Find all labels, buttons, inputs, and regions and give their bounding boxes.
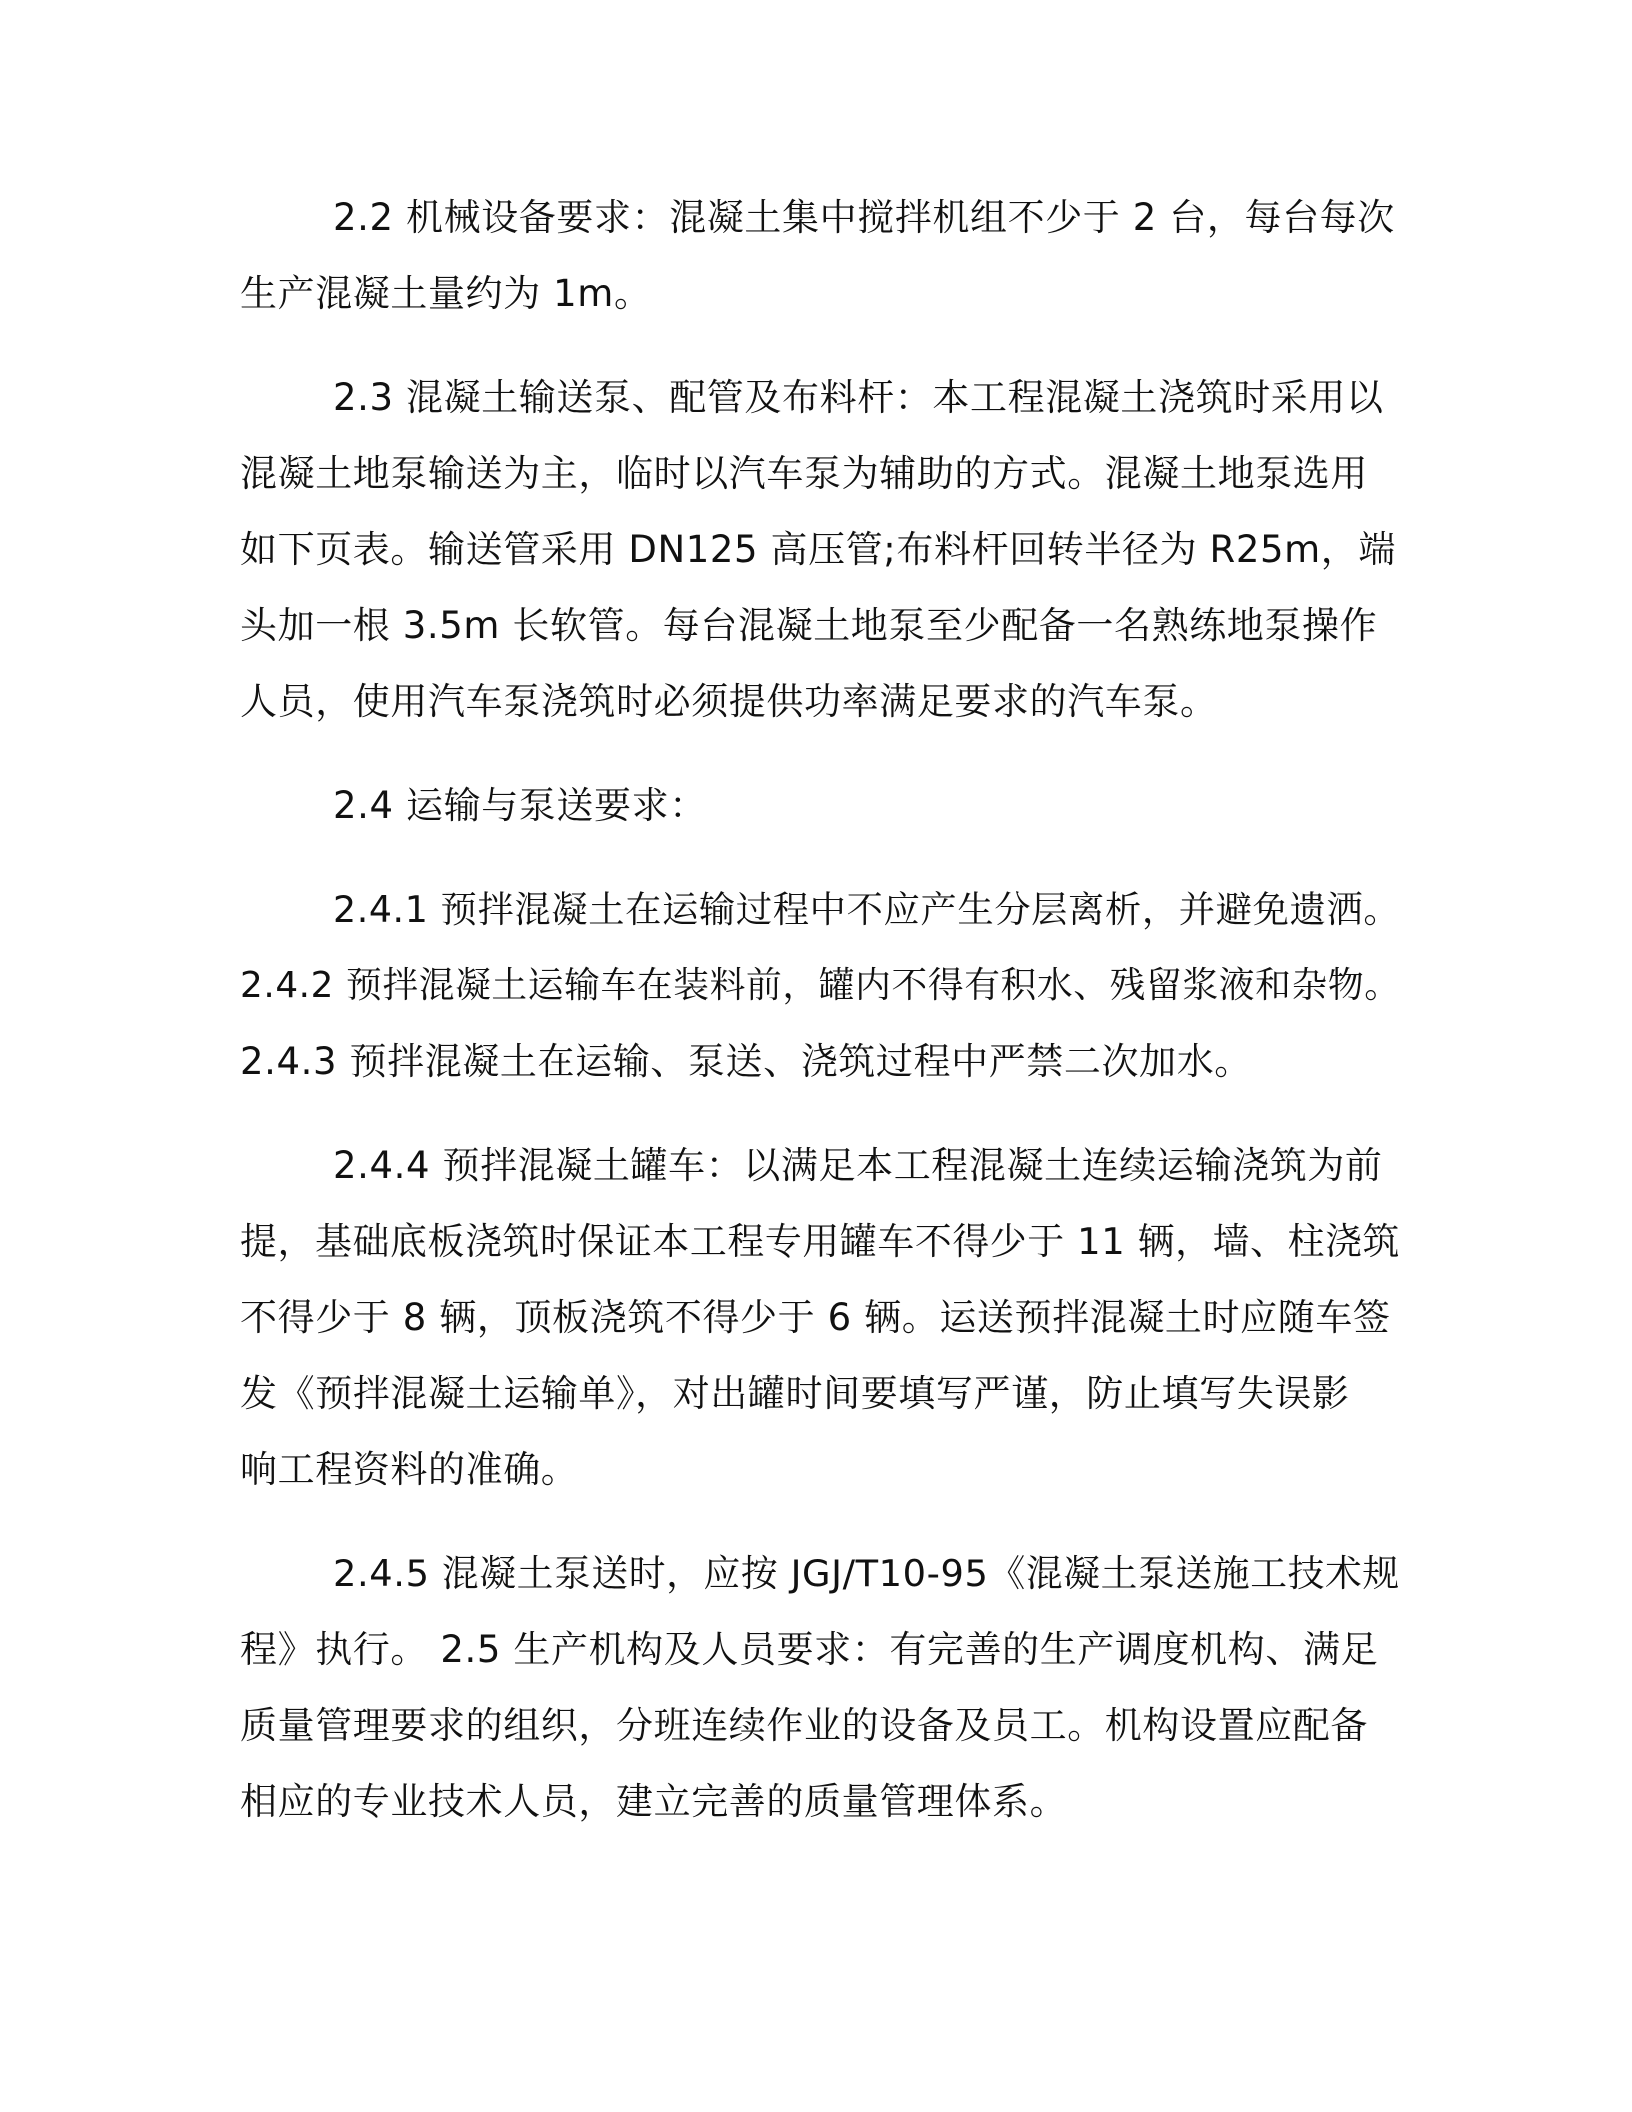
paragraph-2-4-1-line-1: 2.4.1 预拌混凝土在运输过程中不应产生分层离析，并避免遗洒。	[333, 888, 1401, 931]
paragraph-2-3-line-1: 2.3 混凝土输送泵、配管及布料杆：本工程混凝土浇筑时采用以	[333, 376, 1384, 419]
paragraph-2-4-4-line-5: 响工程资料的准确。	[240, 1448, 579, 1491]
paragraph-2-4-4-line-3: 不得少于 8 辆，顶板浇筑不得少于 6 辆。运送预拌混凝土时应随车签	[240, 1296, 1391, 1339]
paragraph-2-3-line-3: 如下页表。输送管采用 DN125 高压管;布料杆回转半径为 R25m，端	[240, 528, 1396, 571]
paragraph-2-4-3-line-1: 2.4.3 预拌混凝土在运输、泵送、浇筑过程中严禁二次加水。	[240, 1040, 1252, 1083]
paragraph-2-3-line-4: 头加一根 3.5m 长软管。每台混凝土地泵至少配备一名熟练地泵操作	[240, 604, 1378, 647]
paragraph-2-3-line-5: 人员，使用汽车泵浇筑时必须提供功率满足要求的汽车泵。	[240, 680, 1218, 723]
paragraph-2-4-4-line-1: 2.4.4 预拌混凝土罐车：以满足本工程混凝土连续运输浇筑为前	[333, 1144, 1383, 1187]
paragraph-2-4-4-line-2: 提，基础底板浇筑时保证本工程专用罐车不得少于 11 辆，墙、柱浇筑	[240, 1220, 1401, 1263]
paragraph-2-2-line-1: 2.2 机械设备要求：混凝土集中搅拌机组不少于 2 台，每台每次	[333, 196, 1395, 239]
paragraph-2-4-4-line-4: 发《预拌混凝土运输单》，对出罐时间要填写严谨，防止填写失误影	[240, 1372, 1350, 1415]
paragraph-2-4-5-line-3: 质量管理要求的组织，分班连续作业的设备及员工。机构设置应配备	[240, 1704, 1368, 1747]
paragraph-2-4-5-line-1: 2.4.5 混凝土泵送时，应按 JGJ/T10-95《混凝土泵送施工技术规	[333, 1552, 1400, 1595]
paragraph-2-4-2-line-1: 2.4.2 预拌混凝土运输车在装料前，罐内不得有积水、残留浆液和杂物。	[240, 965, 1401, 1006]
paragraph-2-4-5-line-2: 程》执行。 2.5 生产机构及人员要求：有完善的生产调度机构、满足	[240, 1628, 1379, 1671]
paragraph-2-4-5-line-4: 相应的专业技术人员，建立完善的质量管理体系。	[240, 1780, 1068, 1823]
paragraph-2-2-line-2: 生产混凝土量约为 1m。	[240, 272, 652, 315]
paragraph-2-3-line-2: 混凝土地泵输送为主，临时以汽车泵为辅助的方式。混凝土地泵选用	[240, 452, 1368, 495]
paragraph-2-4-line-1: 2.4 运输与泵送要求：	[333, 784, 707, 827]
